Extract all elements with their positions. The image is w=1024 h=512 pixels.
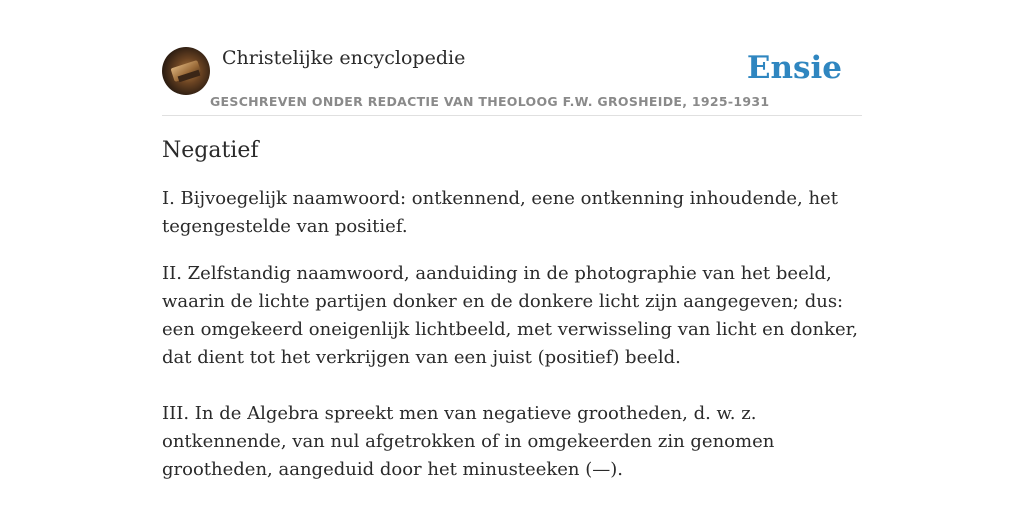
header-divider: [162, 115, 862, 116]
entry-paragraph-2: II. Zelfstandig naamwoord, aanduiding in de photographie van het beeld, waarin de lichte partijen donker en de donkere licht zijn aangegeven; dus: een omgekeerd oneigenlijk lichtbeeld, met verwisseling van licht en donker, dat dient tot het verkrijgen van een juist (positief) beeld.: [162, 263, 858, 368]
site-subtitle: GESCHREVEN ONDER REDACTIE VAN THEOLOOG F.W. GROSHEIDE, 1925-1931: [210, 94, 770, 109]
site-header: [162, 44, 862, 116]
site-title[interactable]: Christelijke encyclopedie: [222, 47, 466, 69]
book-avatar-icon[interactable]: [162, 47, 210, 95]
entry-content: [162, 138, 872, 484]
entry-paragraph-1: I. Bijvoegelijk naamwoord: ontkennend, eene ontkenning inhoudende, het tegengestelde van positief.: [162, 188, 838, 237]
ensie-logo[interactable]: Ensie: [746, 50, 842, 86]
entry-paragraph-3: III. In de Algebra spreekt men van negatieve grootheden, d. w. z. ontkennende, van nul afgetrokken of in omgekeerden zin genomen grootheden, aangeduid door het minusteeken (—).: [162, 403, 775, 480]
entry-title: Negatief: [162, 138, 259, 163]
